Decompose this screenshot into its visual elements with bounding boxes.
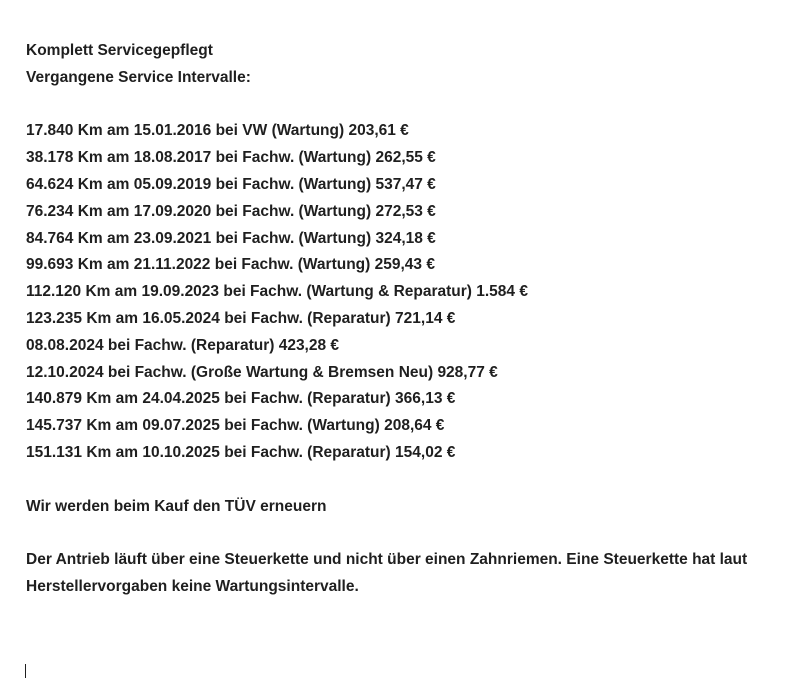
spacer: [26, 520, 776, 547]
service-intervals-heading: Vergangene Service Intervalle:: [26, 68, 251, 86]
service-entry: 145.737 Km am 09.07.2025 bei Fachw. (Wartung) 208,64 €: [26, 417, 445, 435]
service-entry: 64.624 Km am 05.09.2019 bei Fachw. (Wartung) 537,47 €: [26, 175, 436, 193]
service-entry: 112.120 Km am 19.09.2023 bei Fachw. (Wartung & Reparatur) 1.584 €: [26, 283, 528, 301]
spacer: [26, 92, 776, 119]
drive-note: Der Antrieb läuft über eine Steuerkette und nicht über einen Zahnriemen. Eine Steuerkette hat laut Herstellervorgaben keine Wartungsintervalle.: [26, 551, 748, 595]
description-text: [26, 38, 776, 601]
service-entry: 99.693 Km am 21.11.2022 bei Fachw. (Wartung) 259,43 €: [26, 256, 435, 274]
service-headline: Komplett Servicegepflegt: [26, 42, 213, 59]
service-history-list: [26, 118, 776, 466]
service-entry: 151.131 Km am 10.10.2025 bei Fachw. (Reparatur) 154,02 €: [26, 443, 456, 461]
service-entry: 123.235 Km am 16.05.2024 bei Fachw. (Reparatur) 721,14 €: [26, 309, 456, 327]
tuev-note: Wir werden beim Kauf den TÜV erneuern: [26, 497, 327, 515]
service-entry: 84.764 Km am 23.09.2021 bei Fachw. (Wartung) 324,18 €: [26, 229, 436, 247]
service-entry: 76.234 Km am 17.09.2020 bei Fachw. (Wartung) 272,53 €: [26, 202, 436, 220]
service-entry: 08.08.2024 bei Fachw. (Reparatur) 423,28 €: [26, 336, 340, 354]
service-entry: 17.840 Km am 15.01.2016 bei VW (Wartung) 203,61 €: [26, 122, 409, 140]
service-entry: 140.879 Km am 24.04.2025 bei Fachw. (Reparatur) 366,13 €: [26, 390, 456, 408]
service-entry: 38.178 Km am 18.08.2017 bei Fachw. (Wartung) 262,55 €: [26, 149, 436, 167]
service-entry: 12.10.2024 bei Fachw. (Große Wartung & Bremsen Neu) 928,77 €: [26, 363, 498, 381]
spacer: [26, 467, 776, 494]
